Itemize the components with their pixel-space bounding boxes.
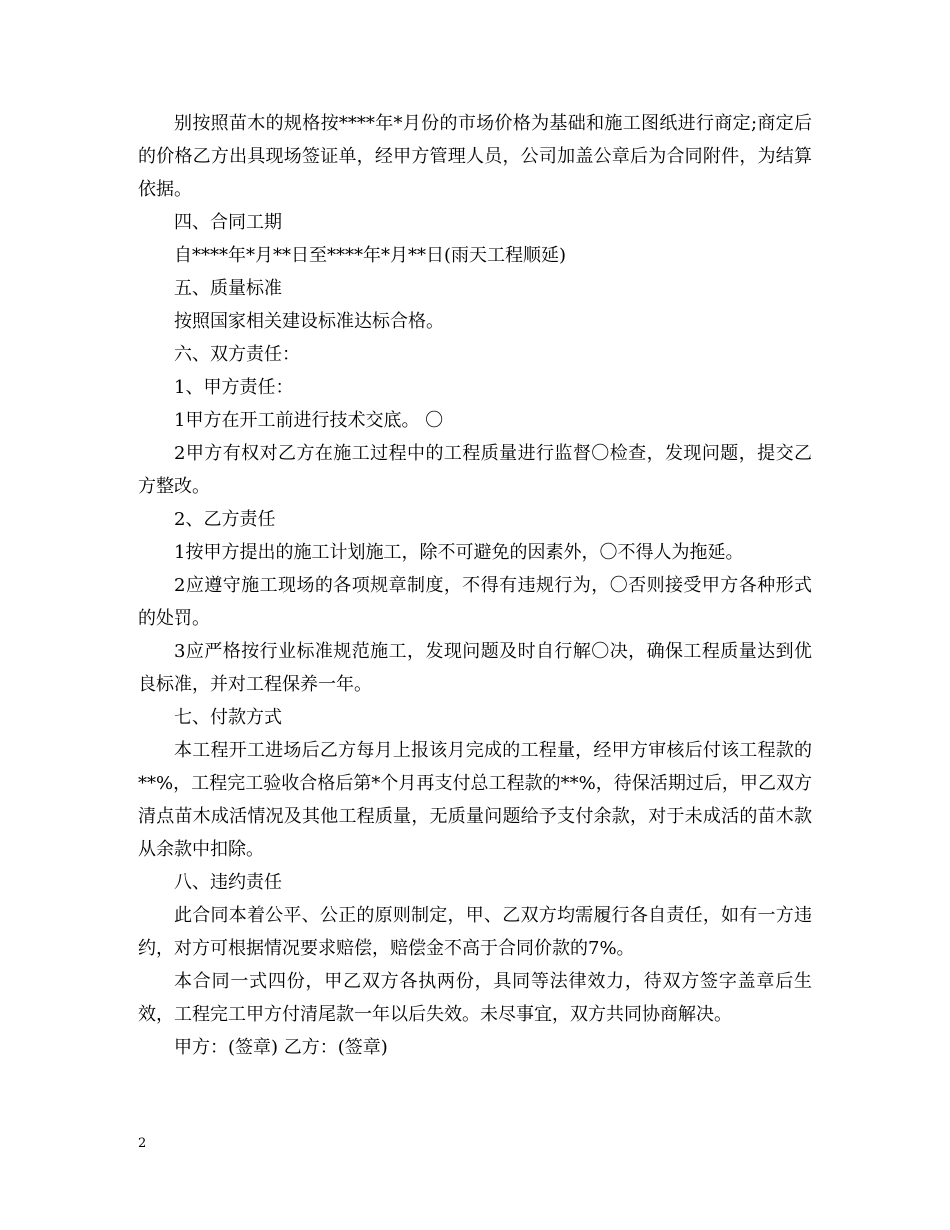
heading-contract-period: 四、合同工期 [174, 212, 282, 233]
paragraph-quality-standard: 按照国家相关建设标准达标合格。 [174, 311, 444, 332]
paragraph-pricing-basis: 别按照苗木的规格按****年*月份的市场价格为基础和施工图纸进行商定;商定后的价格乙方出具现场签证单，经甲方管理人员，公司加盖公章后为合同附件，为结算依据。 [138, 113, 812, 200]
paragraph-party-b-item-1: 1按甲方提出的施工计划施工，除不可避免的因素外，〇不得人为拖延。 [174, 542, 744, 563]
paragraph-breach-liability: 此合同本着公平、公正的原则制定，甲、乙双方均需履行各自责任，如有一方违约，对方可根据情况要求赔偿，赔偿金不高于合同价款的7%。 [138, 905, 812, 959]
heading-breach-liability: 八、违约责任 [174, 872, 282, 893]
paragraph-contract-period: 自****年*月**日至****年*月**日(雨天工程顺延) [174, 245, 567, 266]
heading-responsibilities: 六、双方责任： [174, 344, 300, 365]
heading-party-a-responsibility: 1、甲方责任： [174, 377, 294, 398]
heading-party-b-responsibility: 2、乙方责任 [174, 509, 276, 530]
paragraph-party-b-item-2: 2应遵守施工现场的各项规章制度，不得有违规行为，〇否则接受甲方各种形式的处罚。 [138, 575, 812, 629]
page-number: 2 [138, 1136, 147, 1151]
paragraph-party-a-item-2: 2甲方有权对乙方在施工过程中的工程质量进行监督〇检查，发现问题，提交乙方整改。 [138, 443, 812, 497]
document-body [138, 107, 812, 1064]
paragraph-party-b-item-3: 3应严格按行业标准规范施工，发现问题及时自行解〇决，确保工程质量达到优良标准，并对工程保养一年。 [138, 641, 812, 695]
heading-payment-method: 七、付款方式 [174, 707, 282, 728]
paragraph-copies-validity: 本合同一式四份，甲乙双方各执两份，具同等法律效力，待双方签字盖章后生效，工程完工甲方付清尾款一年以后失效。未尽事宜，双方共同协商解决。 [138, 971, 812, 1025]
signature-line: 甲方：(签章) 乙方：(签章) [174, 1037, 388, 1058]
paragraph-party-a-item-1: 1甲方在开工前进行技术交底。 〇 [174, 410, 444, 431]
heading-quality-standard: 五、质量标准 [174, 278, 282, 299]
paragraph-payment-method: 本工程开工进场后乙方每月上报该月完成的工程量，经甲方审核后付该工程款的**%，工程完工验收合格后第*个月再支付总工程款的**%，待保活期过后，甲乙双方清点苗木成活情况及其他工程质量，无质量问题给予支付余款，对于未成活的苗木款从余款中扣除。 [138, 740, 812, 860]
